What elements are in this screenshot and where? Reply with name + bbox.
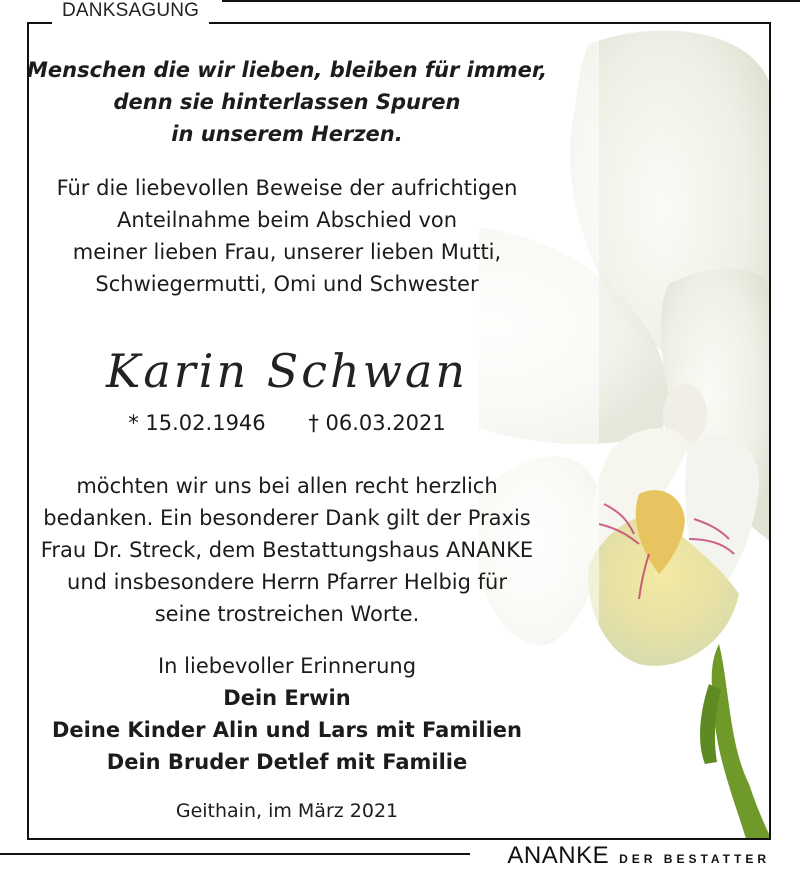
footer-rule: [0, 853, 470, 855]
brand-tagline: DER BESTATTER: [619, 852, 770, 866]
place-date: Geithain, im März 2021: [175, 800, 399, 822]
thanks-line: Schwiegermutti, Omi und Schwester: [95, 272, 479, 296]
signer: Dein Erwin: [223, 686, 351, 710]
signer: Deine Kinder Alin und Lars mit Familien: [52, 718, 522, 742]
notice-text: [27, 22, 547, 840]
thanks-line: meiner lieben Frau, unserer lieben Mutti,: [72, 240, 502, 264]
deceased-name: Karin Schwan: [105, 344, 469, 398]
death-date: † 06.03.2021: [308, 411, 446, 435]
signer: Dein Bruder Detlef mit Familie: [106, 750, 468, 774]
brand-name: ANANKE: [507, 842, 610, 869]
intro-line: Menschen die wir lieben, bleiben für immer,: [27, 58, 548, 82]
message-line: möchten wir uns bei allen recht herzlich: [76, 474, 498, 498]
message-line: und insbesondere Herrn Pfarrer Helbig für: [67, 570, 507, 594]
funeral-home-logo: [501, 843, 770, 869]
birth-date: * 15.02.1946: [128, 411, 266, 435]
message-line: seine trostreichen Worte.: [154, 602, 420, 626]
life-dates: [27, 411, 547, 435]
message-line: bedanken. Ein besonderer Dank gilt der Praxis: [43, 506, 531, 530]
closing-intro: In liebevoller Erinnerung: [157, 654, 417, 678]
intro-line: in unserem Herzen.: [171, 122, 403, 146]
message-line: Frau Dr. Streck, dem Bestattungshaus ANANKE: [40, 538, 534, 562]
header-rule: [222, 0, 800, 2]
intro-line: denn sie hinterlassen Spuren: [113, 90, 461, 114]
section-title: DANKSAGUNG: [52, 0, 209, 26]
thanks-line: Für die liebevollen Beweise der aufrichtigen: [56, 176, 518, 200]
thanks-line: Anteilnahme beim Abschied von: [116, 208, 458, 232]
